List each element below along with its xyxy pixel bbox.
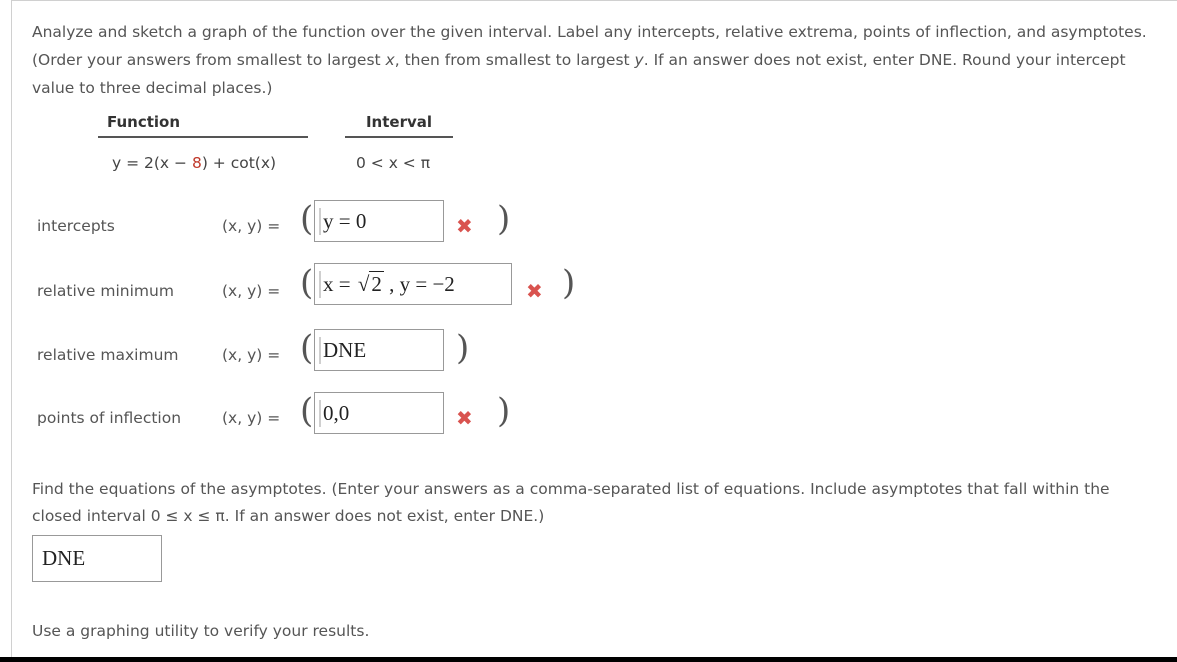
points-of-inflection-incorrect-icon: ✖ — [456, 406, 473, 430]
asymptotes-answer-field[interactable]: DNE — [32, 535, 162, 582]
intercepts-close-paren: ) — [497, 199, 511, 239]
instructions-text-3: . If an answer does not exist, enter DNE. Round your intercept value to three decimal places.) — [32, 51, 1126, 97]
relative-minimum-open-paren: ( — [300, 263, 314, 303]
relmin-answer-radicand: 2 — [371, 272, 382, 296]
points-of-inflection-xy-label: (x, y) = — [222, 409, 281, 427]
verify-note: Use a graphing utility to verify your results. — [32, 622, 370, 640]
intercepts-answer-value: y = 0 — [323, 209, 367, 233]
function-expression: y = 2(x − 8) + cot(x) — [112, 154, 277, 172]
intercepts-open-paren: ( — [300, 199, 314, 239]
instructions-var-y: y — [634, 51, 644, 69]
text-cursor-bar — [319, 400, 321, 427]
relative-minimum-xy-label: (x, y) = — [222, 282, 281, 300]
text-cursor-bar — [319, 271, 321, 298]
instructions-text-1: Analyze and sketch a graph of the function over the given interval. Label any intercepts, relative extrema, points of inflection, and asymptotes. (Order your answers from smallest to largest — [32, 23, 1147, 69]
points-of-inflection-answer-value: 0,0 — [323, 401, 350, 425]
instructions-var-x: x — [385, 51, 395, 69]
points-of-inflection-open-paren: ( — [300, 391, 314, 431]
interval-expression: 0 < x < π — [356, 154, 431, 172]
sqrt-symbol: √2 — [357, 272, 382, 296]
relative-minimum-incorrect-icon: ✖ — [526, 279, 543, 303]
relmin-answer-y: , y = −2 — [383, 272, 455, 296]
intercepts-incorrect-icon: ✖ — [456, 214, 473, 238]
intercepts-answer-field[interactable] — [314, 200, 444, 242]
relative-maximum-close-paren: ) — [456, 328, 470, 368]
relative-maximum-answer-value: DNE — [323, 338, 367, 362]
bottom-edge — [0, 657, 1177, 662]
relmin-answer-x: x = — [323, 272, 356, 296]
question-instructions — [32, 18, 1162, 102]
text-cursor-bar — [319, 337, 321, 364]
relative-maximum-answer-field[interactable] — [314, 329, 444, 371]
function-highlight-number: 8 — [191, 154, 202, 172]
instructions-text-2: , then from smallest to largest — [394, 51, 635, 69]
asymptotes-interval: 0 ≤ x ≤ π. — [150, 507, 230, 525]
relative-maximum-open-paren: ( — [300, 328, 314, 368]
text-cursor-bar — [319, 208, 321, 235]
relative-minimum-close-paren: ) — [562, 263, 576, 303]
asymptotes-prompt: Find the equations of the asymptotes. (Enter your answers as a comma-separated list of equations. Include asymptotes that fall within the closed interval 0 ≤ x ≤ π. If an answer does not exist, enter DNE.) — [32, 480, 1110, 525]
points-of-inflection-label: points of inflection — [37, 409, 182, 427]
relative-minimum-answer-field[interactable] — [314, 263, 512, 305]
relative-maximum-label: relative maximum — [37, 346, 179, 364]
function-column-header: Function — [98, 113, 308, 138]
intercepts-label: intercepts — [37, 217, 115, 235]
relative-maximum-xy-label: (x, y) = — [222, 346, 281, 364]
points-of-inflection-answer-field[interactable] — [314, 392, 444, 434]
points-of-inflection-close-paren: ) — [497, 391, 511, 431]
interval-column-header: Interval — [345, 113, 453, 138]
intercepts-xy-label: (x, y) = — [222, 217, 281, 235]
relative-minimum-label: relative minimum — [37, 282, 174, 300]
